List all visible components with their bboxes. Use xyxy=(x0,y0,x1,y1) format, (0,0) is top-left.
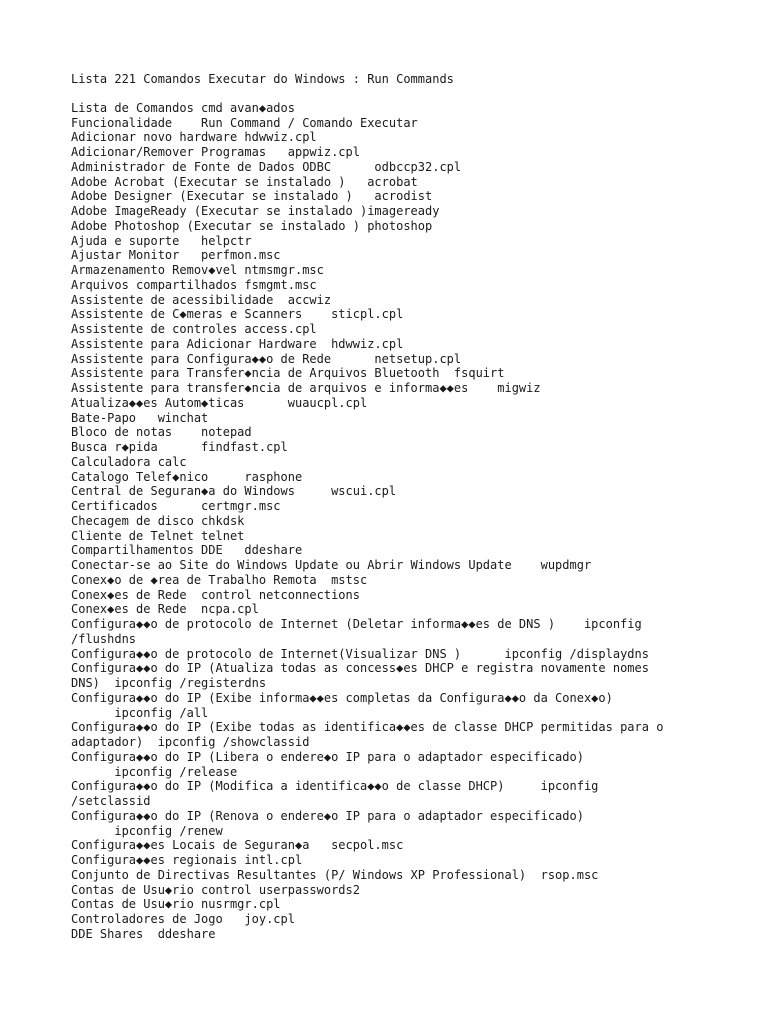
command-line: Assistente de acessibilidade accwiz xyxy=(71,292,332,307)
command-line: Adicionar novo hardware hdwwiz.cpl xyxy=(71,130,317,145)
command-line: DDE Shares ddeshare xyxy=(71,926,216,941)
command-line: Controladores de Jogo joy.cpl xyxy=(71,912,295,926)
command-line: adaptador) ipconfig /showclassid xyxy=(71,735,310,749)
command-line: Conex◆es de Rede ncpa.cpl xyxy=(71,602,259,617)
command-line: Assistente para transfer◆ncia de arquivos e informa◆◆es migwiz xyxy=(71,381,541,395)
command-line: Armazenamento Remov◆vel ntmsmgr.msc xyxy=(71,263,324,277)
command-line: DNS) ipconfig /registerdns xyxy=(71,676,267,690)
document-title: Lista 221 Comandos Executar do Windows : Run Commands xyxy=(71,72,454,86)
command-line: Funcionalidade Run Command / Comando Executar xyxy=(71,115,418,130)
command-line: Adobe Photoshop (Executar se instalado ) photoshop xyxy=(71,218,433,233)
command-line: Adicionar/Remover Programas appwiz.cpl xyxy=(71,145,360,159)
command-line: Ajustar Monitor perfmon.msc xyxy=(71,248,281,263)
command-line: Busca r◆pida findfast.cpl xyxy=(71,440,288,454)
command-line: Configura◆◆es regionais intl.cpl xyxy=(71,853,303,867)
command-line: Configura◆◆o do IP (Atualiza todas as concess◆es DHCP e registra novamente nomes xyxy=(71,661,649,676)
command-line: Administrador de Fonte de Dados ODBC odbccp32.cpl xyxy=(71,159,462,174)
command-line: Bloco de notas notepad xyxy=(71,425,252,440)
command-line: Adobe Designer (Executar se instalado ) acrodist xyxy=(71,189,433,204)
command-line: Assistente de C◆meras e Scanners sticpl.cpl xyxy=(71,307,404,322)
command-line: Atualiza◆◆es Autom◆ticas wuaucpl.cpl xyxy=(71,395,368,410)
command-line: Catalogo Telef◆nico rasphone xyxy=(71,469,303,484)
command-line: Checagem de disco chkdsk xyxy=(71,513,245,528)
command-line: Conectar-se ao Site do Windows Update ou Abrir Windows Update wupdmgr xyxy=(71,558,592,572)
command-line: Contas de Usu◆rio nusrmgr.cpl xyxy=(71,897,281,912)
command-line: Configura◆◆o do IP (Modifica a identifica◆◆o de classe DHCP) ipconfig xyxy=(71,779,599,794)
command-line: Contas de Usu◆rio control userpasswords2 xyxy=(71,882,360,897)
command-line: /setclassid xyxy=(71,794,151,808)
command-line: Central de Seguran◆a do Windows wscui.cpl xyxy=(71,484,397,499)
command-line: Conex◆o de ◆rea de Trabalho Remota mstsc xyxy=(71,572,368,587)
command-line: Bate-Papo winchat xyxy=(71,410,209,425)
command-line: Compartilhamentos DDE ddeshare xyxy=(71,543,303,558)
document-page xyxy=(71,72,711,942)
command-line: Configura◆◆o do IP (Exibe todas as identifica◆◆es de classe DHCP permitidas para o xyxy=(71,720,664,735)
command-line: Cliente de Telnet telnet xyxy=(71,528,245,543)
command-line: ipconfig /renew xyxy=(71,823,223,838)
command-line: Conjunto de Directivas Resultantes (P/ Windows XP Professional) rsop.msc xyxy=(71,867,599,882)
command-line: Configura◆◆o do IP (Exibe informa◆◆es completas da Configura◆◆o da Conex◆o) xyxy=(71,690,613,705)
command-line: Conex◆es de Rede control netconnections xyxy=(71,587,360,602)
command-line: Adobe Acrobat (Executar se instalado ) acrobat xyxy=(71,174,418,189)
command-line: /flushdns xyxy=(71,631,137,646)
command-line: Ajuda e suporte helpctr xyxy=(71,233,252,248)
command-line: Assistente para Configura◆◆o de Rede netsetup.cpl xyxy=(71,351,462,366)
command-line: Arquivos compartilhados fsmgmt.msc xyxy=(71,277,317,292)
command-line: ipconfig /release xyxy=(71,764,238,779)
command-line: Certificados certmgr.msc xyxy=(71,499,281,513)
command-line: Lista de Comandos cmd avan◆ados xyxy=(71,100,295,115)
command-line: Calculadora calc xyxy=(71,454,187,469)
command-list xyxy=(71,101,711,942)
command-line: Assistente de controles access.cpl xyxy=(71,322,317,336)
command-line: ipconfig /all xyxy=(71,705,209,720)
command-line: Assistente para Transfer◆ncia de Arquivos Bluetooth fsquirt xyxy=(71,366,505,381)
command-line: Configura◆◆o de protocolo de Internet(Visualizar DNS ) ipconfig /displaydns xyxy=(71,646,649,661)
command-line: Configura◆◆o de protocolo de Internet (Deletar informa◆◆es de DNS ) ipconfig xyxy=(71,617,642,631)
command-line: Configura◆◆es Locais de Seguran◆a secpol.msc xyxy=(71,838,404,853)
command-line: Adobe ImageReady (Executar se instalado )imageready xyxy=(71,204,440,218)
command-line: Configura◆◆o do IP (Libera o endere◆o IP para o adaptador especificado) xyxy=(71,749,584,764)
command-line: Assistente para Adicionar Hardware hdwwiz.cpl xyxy=(71,336,404,351)
command-line: Configura◆◆o do IP (Renova o endere◆o IP para o adaptador especificado) xyxy=(71,808,584,823)
